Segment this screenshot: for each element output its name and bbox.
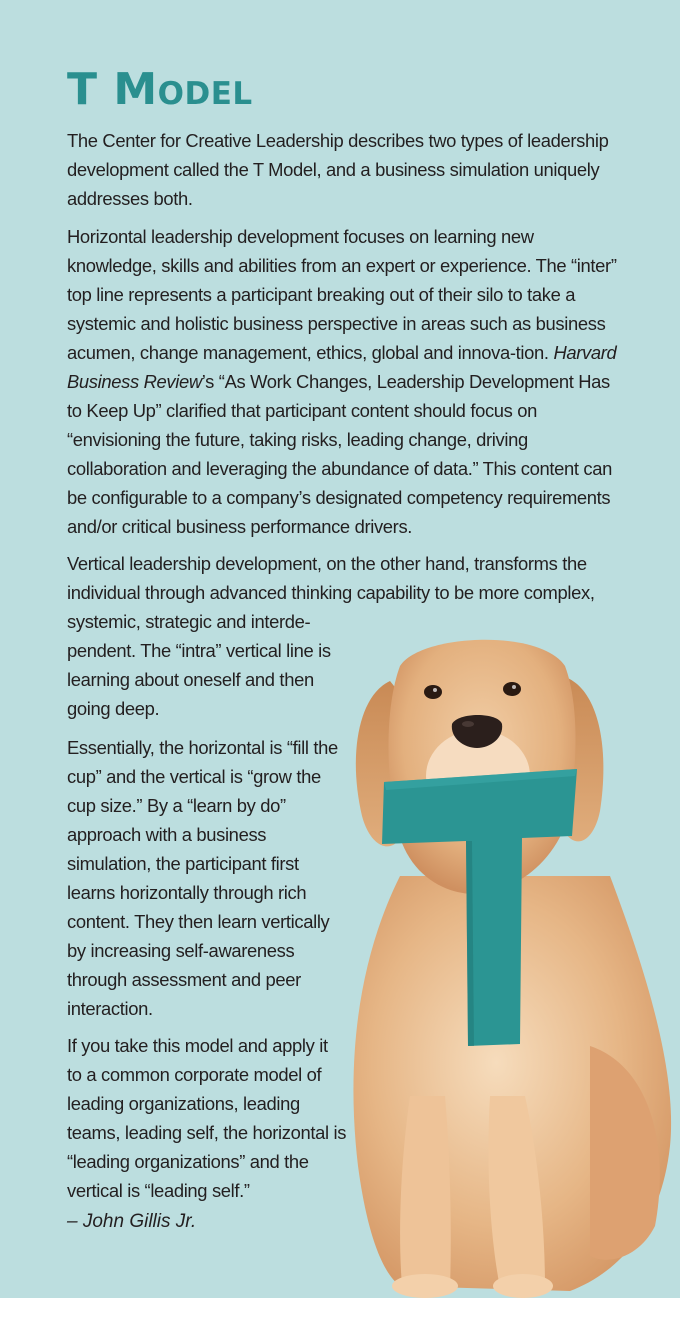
paragraph-vertical-rest: systemic, strategic and interde-pendent. The “intra” vertical line is learning about oneself and then going deep. — [67, 611, 331, 719]
paragraph-horizontal-text-a: Horizontal leadership development focuses on learning new knowledge, skills and abilities from an expert or experience. The “inter” top line represents a participant breaking out of their silo to take a systemic and holistic business perspective in areas such as business acumen, change management, ethics, global and innova-tion. — [67, 226, 617, 363]
paragraph-vertical-line-2: individual through advanced thinking capability to be more complex, — [67, 582, 595, 603]
paragraph-intro: The Center for Creative Leadership describes two types of leadership development called the T Model, and a business simulation uniquely addresses both. — [67, 130, 609, 209]
publication-name: Harvard Business Review — [67, 342, 617, 392]
dog-left-eye — [424, 685, 442, 699]
paragraph-vertical-line-1: Vertical leadership development, on the other hand, transforms the — [67, 553, 587, 574]
dog-right-eye — [503, 682, 521, 696]
article-title: T Model — [67, 64, 253, 115]
author-signature: – John Gillis Jr. — [67, 1211, 197, 1232]
paragraph-essentially: Essentially, the horizontal is “fill the cup” and the vertical is “grow the cup size.” By a “learn by do” approach with a business simulation, the participant first learns horizontally through rich content. They then learn vertically by increasing self-awareness through assessment and peer interaction. — [67, 737, 338, 1019]
paragraph-horizontal-text-b: ’s “As Work Changes, Leadership Development Has to Keep Up” clarified that participant content should focus on “envisioning the future, taking risks, leading change, driving collaboration and leveraging the abundance of data.” This content can be configurable to a company’s designated competency requirements and/or critical business performance drivers. — [67, 371, 612, 537]
dog-holding-t-illustration — [340, 626, 680, 1298]
paragraph-apply-model: If you take this model and apply it to a common corporate model of leading organizations, leading teams, leading self, the horizontal is “leading organizations” and the vertical is “leading self.” — [67, 1035, 347, 1201]
paragraph-horizontal — [67, 222, 627, 541]
